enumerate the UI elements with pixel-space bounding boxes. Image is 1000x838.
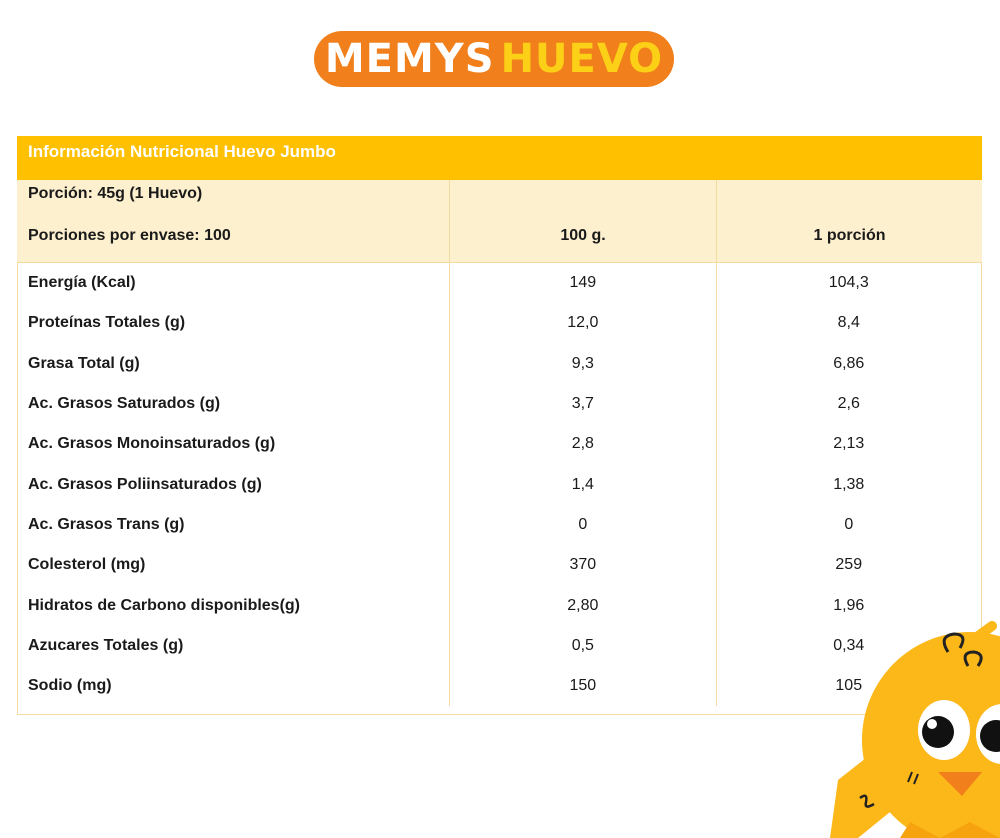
- logo-word-huevo: HUEVO: [500, 36, 664, 82]
- table-row: [18, 303, 981, 343]
- nutrient-label: Proteínas Totales (g): [28, 314, 186, 332]
- nutrient-label: Ac. Grasos Saturados (g): [28, 395, 221, 413]
- value-100g: 149: [449, 263, 715, 303]
- value-100g: 3,7: [449, 384, 715, 424]
- column-header-100g: 100 g.: [449, 180, 716, 262]
- value-portion: 1,38: [716, 464, 981, 504]
- value-100g: 0: [449, 505, 715, 545]
- value-portion: 8,4: [716, 303, 981, 343]
- table-row: [18, 384, 981, 424]
- brand-logo: [314, 31, 674, 87]
- logo-word-memys: MEMYS: [324, 36, 495, 82]
- table-row: [18, 344, 981, 384]
- column-header-portion: 1 porción: [716, 180, 982, 262]
- nutrient-label: Hidratos de Carbono disponibles(g): [28, 596, 301, 614]
- value-portion: 259: [716, 545, 981, 585]
- table-row: [18, 505, 981, 545]
- value-portion: 2,6: [716, 384, 981, 424]
- nutrient-label: Ac. Grasos Poliinsaturados (g): [28, 475, 262, 493]
- value-portion: 1,96: [716, 585, 981, 625]
- nutrient-label: Sodio (mg): [28, 677, 112, 695]
- value-portion: 0,34: [716, 626, 981, 666]
- value-100g: 9,3: [449, 344, 715, 384]
- value-portion: 2,13: [716, 424, 981, 464]
- nutrient-label: Azucares Totales (g): [28, 636, 184, 654]
- value-100g: 370: [449, 545, 715, 585]
- table-row: [18, 464, 981, 504]
- table-header: [17, 180, 982, 263]
- table-row: [18, 263, 981, 303]
- nutrient-label: Ac. Grasos Monoinsaturados (g): [28, 435, 276, 453]
- serving-info: [17, 180, 449, 262]
- table-row: [18, 545, 981, 585]
- value-portion: 104,3: [716, 263, 981, 303]
- nutrient-label: Grasa Total (g): [28, 354, 140, 372]
- value-portion: 6,86: [716, 344, 981, 384]
- table-title: Información Nutricional Huevo Jumbo: [17, 136, 982, 180]
- nutrient-label: Energía (Kcal): [28, 274, 136, 292]
- value-100g: 12,0: [449, 303, 715, 343]
- value-100g: 0,5: [449, 626, 715, 666]
- value-portion: 105: [716, 666, 981, 706]
- value-100g: 1,4: [449, 464, 715, 504]
- table-row: [18, 424, 981, 464]
- chick-mascot-icon: [820, 612, 1000, 838]
- value-portion: 0: [716, 505, 981, 545]
- nutrient-label: Colesterol (mg): [28, 556, 146, 574]
- nutrient-label: Ac. Grasos Trans (g): [28, 515, 185, 533]
- value-100g: 2,80: [449, 585, 715, 625]
- value-100g: 150: [449, 666, 715, 706]
- servings-per-container: Porciones por envase: 100: [28, 227, 231, 244]
- portion-size: Porción: 45g (1 Huevo): [28, 185, 203, 202]
- value-100g: 2,8: [449, 424, 715, 464]
